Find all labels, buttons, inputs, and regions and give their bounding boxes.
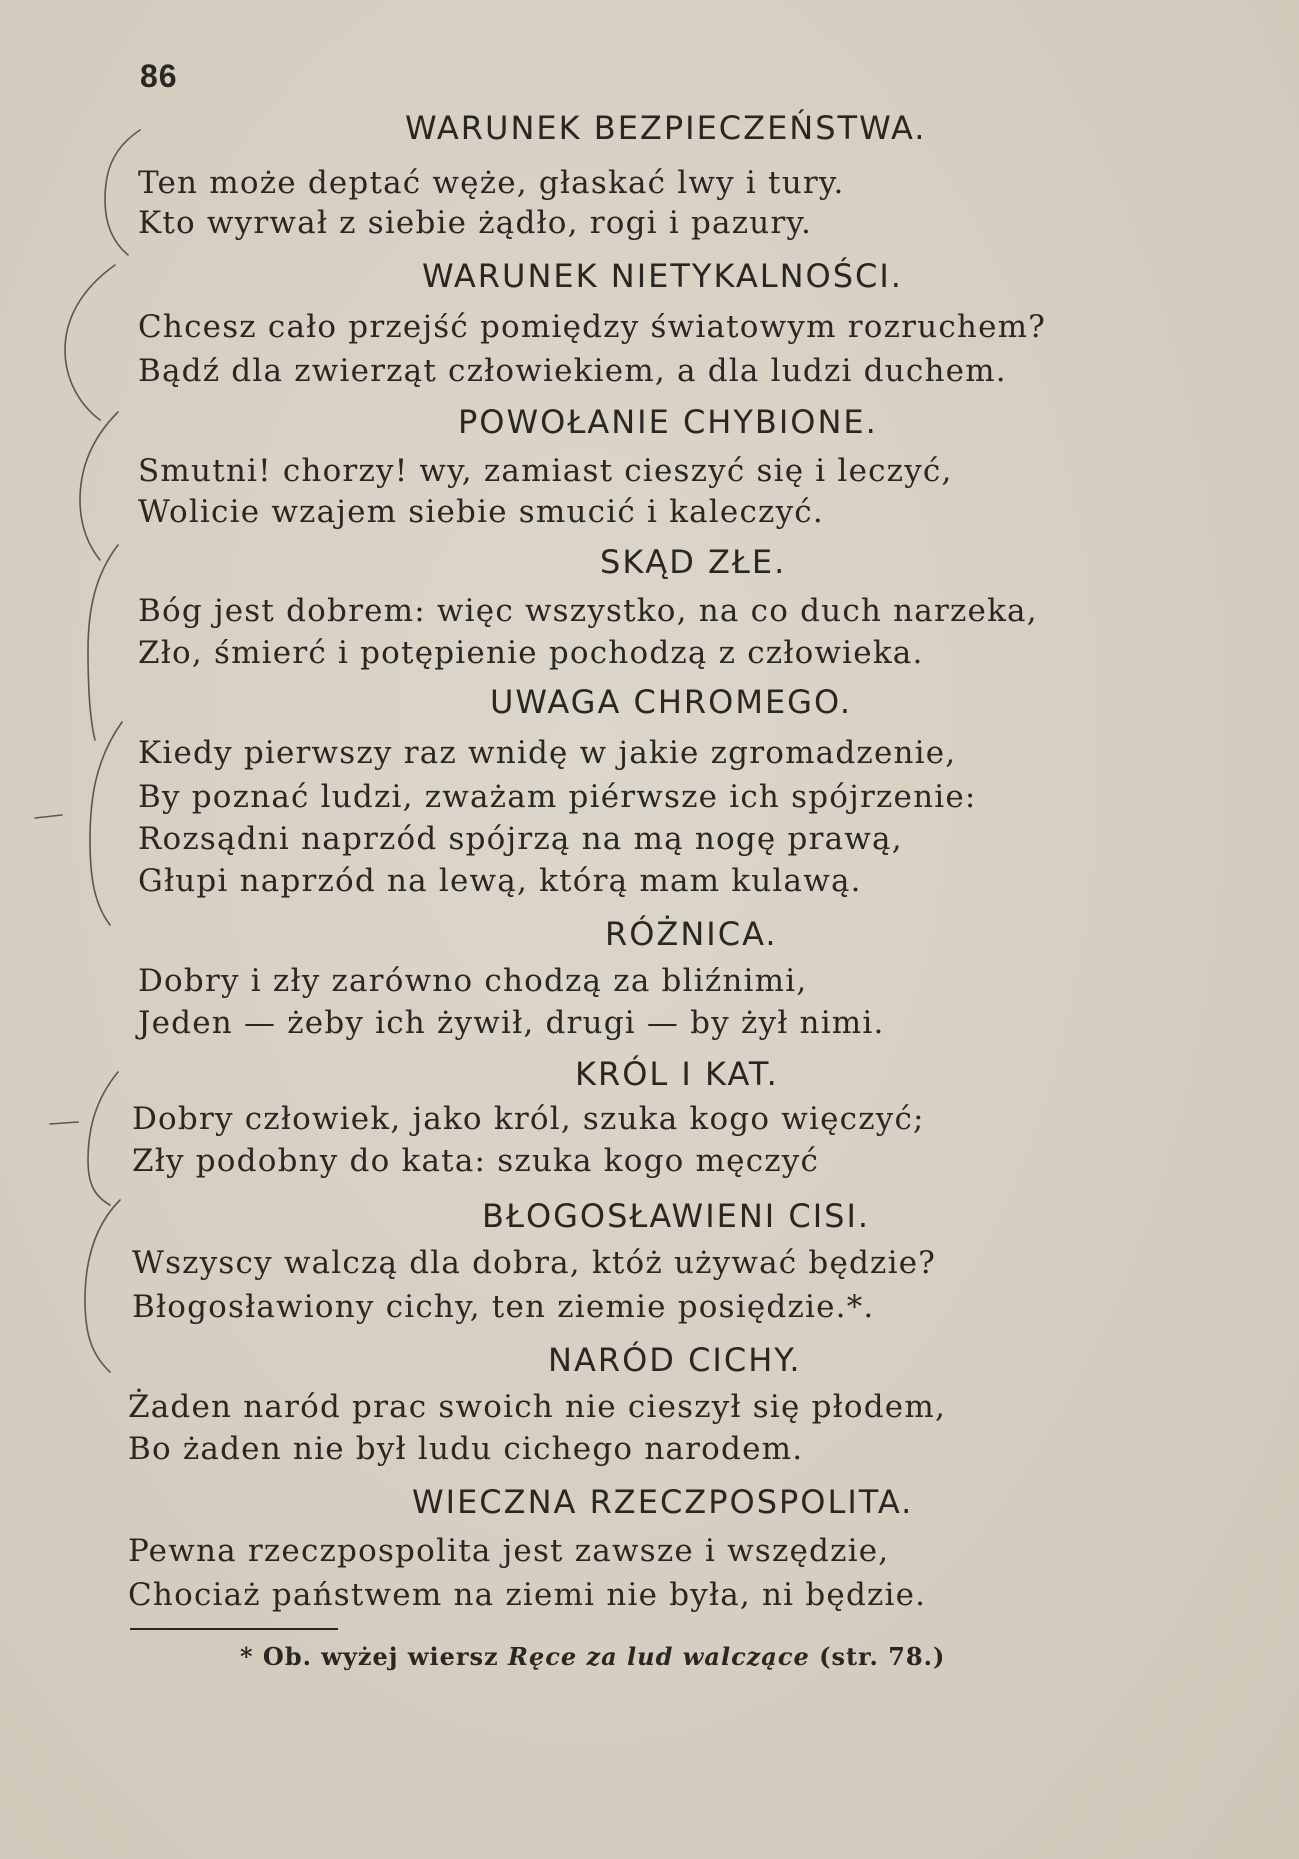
verse-line: Wszyscy walczą dla dobra, któż używać będzie? — [132, 1245, 937, 1281]
verse-line: Chcesz cało przejść pomiędzy światowym rozruchem? — [138, 309, 1047, 345]
section-title: BŁOGOSŁAWIENI CISI. — [482, 1197, 871, 1235]
verse-line: Bądź dla zwierząt człowiekiem, a dla ludzi duchem. — [138, 353, 1007, 389]
margin-bracket — [50, 1122, 78, 1124]
verse-line: Głupi naprzód na lewą, którą mam kulawą. — [138, 863, 862, 899]
verse-line: Smutni! chorzy! wy, zamiast cieszyć się i leczyć, — [138, 453, 953, 489]
section-title: RÓŻNICA. — [605, 915, 778, 953]
margin-bracket — [90, 722, 122, 925]
page-number: 86 — [140, 58, 178, 94]
margin-bracket — [85, 1200, 120, 1372]
margin-bracket — [65, 265, 115, 420]
verse-line: Jeden — żeby ich żywił, drugi — by żył nimi. — [138, 1005, 885, 1041]
footnote — [240, 1642, 945, 1671]
verse-line: Dobry i zły zarówno chodzą za bliźnimi, — [138, 963, 808, 999]
verse-line: Chociaż państwem na ziemi nie była, ni będzie. — [128, 1577, 927, 1613]
margin-bracket — [88, 1072, 118, 1205]
verse-line: Dobry człowiek, jako król, szuka kogo więczyć; — [132, 1101, 925, 1137]
verse-line: Żaden naród prac swoich nie cieszył się płodem, — [128, 1389, 947, 1425]
verse-line: Rozsądni naprzód spójrzą na mą nogę prawą, — [138, 821, 903, 857]
section-title: NARÓD CICHY. — [548, 1341, 802, 1379]
section-title: KRÓL I KAT. — [575, 1055, 779, 1093]
section-title: POWOŁANIE CHYBIONE. — [458, 403, 878, 441]
section-title: WARUNEK BEZPIECZEŃSTWA. — [405, 109, 927, 147]
footnote-suffix: (str. 78.) — [809, 1642, 946, 1671]
margin-bracket — [35, 815, 62, 818]
verse-line: Wolicie wzajem siebie smucić i kaleczyć. — [138, 494, 824, 530]
margin-bracket — [105, 130, 140, 255]
section-title: WIECZNA RZECZPOSPOLITA. — [412, 1483, 914, 1521]
verse-line: Kiedy pierwszy raz wnidę w jakie zgromadzenie, — [138, 735, 957, 771]
footnote-italic: Ręce za lud walczące — [508, 1642, 810, 1671]
footnote-prefix: * Ob. wyżej wiersz — [240, 1642, 509, 1671]
verse-line: By poznać ludzi, zważam piérwsze ich spójrzenie: — [138, 779, 977, 815]
margin-bracket — [80, 412, 118, 560]
verse-line: Zło, śmierć i potępienie pochodzą z człowieka. — [138, 635, 924, 671]
verse-line: Bóg jest dobrem: więc wszystko, na co duch narzeka, — [138, 593, 1038, 629]
section-title: WARUNEK NIETYKALNOŚCI. — [422, 257, 903, 295]
verse-line: Kto wyrwał z siebie żądło, rogi i pazury. — [138, 205, 813, 241]
verse-line: Zły podobny do kata: szuka kogo męczyć — [132, 1143, 820, 1179]
verse-line: Błogosławiony cichy, ten ziemie posiędzie.*. — [132, 1289, 875, 1325]
verse-line: Ten może deptać węże, głaskać lwy i tury. — [138, 165, 845, 201]
verse-line: Pewna rzeczpospolita jest zawsze i wszędzie, — [128, 1533, 890, 1569]
verse-line: Bo żaden nie był ludu cichego narodem. — [128, 1431, 804, 1467]
section-title: UWAGA CHROMEGO. — [490, 683, 853, 721]
footnote-rule — [130, 1628, 338, 1630]
section-title: SKĄD ZŁE. — [600, 543, 787, 581]
margin-bracket — [88, 545, 118, 740]
